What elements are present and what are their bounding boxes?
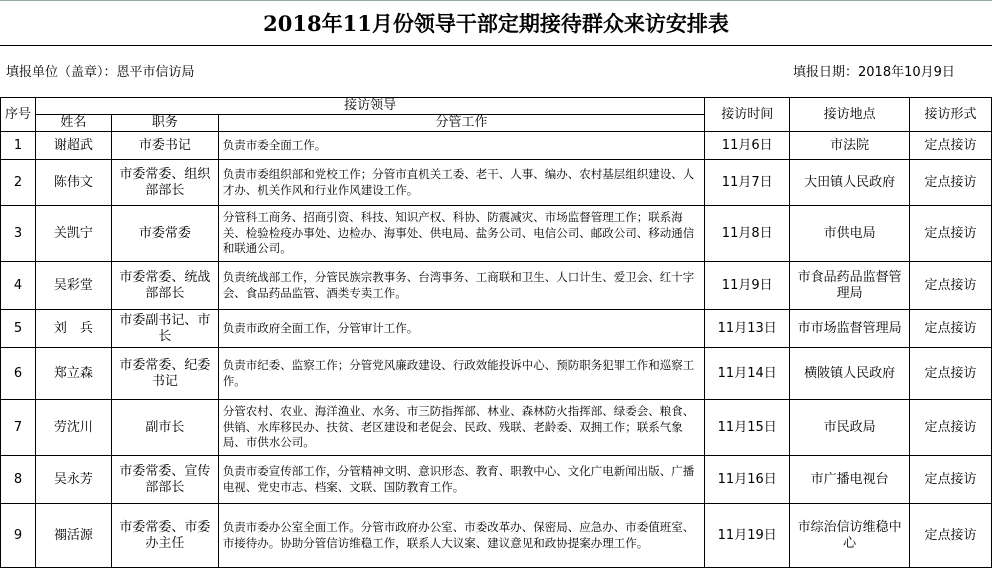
header-name: 姓名 xyxy=(35,115,111,132)
row-location: 横陂镇人民政府 xyxy=(790,348,910,400)
row-location: 市广播电视台 xyxy=(790,456,910,504)
row-seq: 6 xyxy=(1,348,36,400)
row-seq: 2 xyxy=(1,160,36,206)
row-time: 11月7日 xyxy=(705,160,790,206)
row-location: 大田镇人民政府 xyxy=(790,160,910,206)
row-name: 劳沈川 xyxy=(35,400,111,456)
table-row xyxy=(1,504,992,568)
row-position: 市委常委 xyxy=(111,206,218,262)
header-duties: 分管工作 xyxy=(218,115,704,132)
row-duties: 分管科工商务、招商引资、科技、知识产权、科协、防震减灾、市场监督管理工作；联系海关、检验检疫办事处、边检办、海事处、供电局、盐务公司、电信公司、邮政公司、移动通信和联通公司。 xyxy=(218,206,704,262)
row-seq: 9 xyxy=(1,504,36,568)
row-position: 市委常委、市委办主任 xyxy=(111,504,218,568)
row-position: 市委常委、组织部部长 xyxy=(111,160,218,206)
row-name: 吴永芳 xyxy=(35,456,111,504)
row-position: 市委常委、纪委书记 xyxy=(111,348,218,400)
row-seq: 1 xyxy=(1,132,36,160)
header-time: 接访时间 xyxy=(705,98,790,132)
row-position: 市委常委、宣传部部长 xyxy=(111,456,218,504)
row-name: 陈伟文 xyxy=(35,160,111,206)
row-position: 市委副书记、市长 xyxy=(111,310,218,348)
unit-value: 恩平市信访局 xyxy=(116,65,195,80)
row-duties: 负责市委办公室全面工作。分管市政府办公室、市委改革办、保密局、应急办、市委值班室、市接待办。协助分管信访维稳工作，联系人大议案、建议意见和政协提案办理工作。 xyxy=(218,504,704,568)
header-position: 职务 xyxy=(111,115,218,132)
row-duties: 负责市纪委、监察工作；分管党风廉政建设、行政效能投诉中心、预防职务犯罪工作和巡察工作。 xyxy=(218,348,704,400)
row-duties: 负责市委宣传部工作，分管精神文明、意识形态、教育、职教中心、文化广电新闻出版、广播电视、党史市志、档案、文联、国防教育工作。 xyxy=(218,456,704,504)
row-form: 定点接访 xyxy=(910,504,992,568)
row-location: 市食品药品监督管理局 xyxy=(790,262,910,310)
header-form: 接访形式 xyxy=(910,98,992,132)
row-form: 定点接访 xyxy=(910,310,992,348)
table-body xyxy=(1,132,992,568)
row-location: 市综治信访维稳中心 xyxy=(790,504,910,568)
row-form: 定点接访 xyxy=(910,348,992,400)
row-seq: 3 xyxy=(1,206,36,262)
reporting-unit xyxy=(6,61,195,80)
table-row xyxy=(1,262,992,310)
row-seq: 7 xyxy=(1,400,36,456)
row-time: 11月15日 xyxy=(705,400,790,456)
header-leader-group: 接访领导 xyxy=(35,98,704,115)
row-duties: 负责市委全面工作。 xyxy=(218,132,704,160)
table-row xyxy=(1,456,992,504)
row-position: 市委书记 xyxy=(111,132,218,160)
table-row xyxy=(1,160,992,206)
row-seq: 8 xyxy=(1,456,36,504)
row-position: 副市长 xyxy=(111,400,218,456)
schedule-table xyxy=(0,97,992,568)
row-duties: 负责市委组织部和党校工作；分管市直机关工委、老干、人事、编办、农村基层组织建设、人才办、机关作风和行业作风建设工作。 xyxy=(218,160,704,206)
row-name: 关凯宁 xyxy=(35,206,111,262)
row-time: 11月14日 xyxy=(705,348,790,400)
row-time: 11月16日 xyxy=(705,456,790,504)
row-form: 定点接访 xyxy=(910,456,992,504)
row-time: 11月6日 xyxy=(705,132,790,160)
row-form: 定点接访 xyxy=(910,262,992,310)
row-name: 郑立森 xyxy=(35,348,111,400)
row-form: 定点接访 xyxy=(910,132,992,160)
row-name: 吴彩堂 xyxy=(35,262,111,310)
row-form: 定点接访 xyxy=(910,160,992,206)
table-row xyxy=(1,400,992,456)
unit-label: 填报单位（盖章）： xyxy=(6,65,117,80)
row-time: 11月19日 xyxy=(705,504,790,568)
header-location: 接访地点 xyxy=(790,98,910,132)
date-label: 填报日期： xyxy=(793,65,859,80)
row-form: 定点接访 xyxy=(910,400,992,456)
report-date xyxy=(793,61,955,80)
row-time: 11月9日 xyxy=(705,262,790,310)
row-location: 市市场监督管理局 xyxy=(790,310,910,348)
row-name: 刘 兵 xyxy=(35,310,111,348)
page-title: 2018年11月份领导干部定期接待群众来访安排表 xyxy=(0,0,992,46)
row-duties: 负责市政府全面工作，分管审计工作。 xyxy=(218,310,704,348)
row-duties: 负责统战部工作，分管民族宗教事务、台湾事务、工商联和卫生、人口计生、爱卫会、红十字会、食品药品监管、酒类专卖工作。 xyxy=(218,262,704,310)
row-location: 市法院 xyxy=(790,132,910,160)
row-name: 谢超武 xyxy=(35,132,111,160)
row-name: 禤活源 xyxy=(35,504,111,568)
row-time: 11月13日 xyxy=(705,310,790,348)
date-value: 2018年10月9日 xyxy=(858,65,955,80)
row-location: 市民政局 xyxy=(790,400,910,456)
row-form: 定点接访 xyxy=(910,206,992,262)
row-time: 11月8日 xyxy=(705,206,790,262)
table-row xyxy=(1,310,992,348)
header-seq: 序号 xyxy=(1,98,36,132)
table-row xyxy=(1,348,992,400)
table-row xyxy=(1,206,992,262)
table-row xyxy=(1,132,992,160)
row-seq: 5 xyxy=(1,310,36,348)
row-duties: 分管农村、农业、海洋渔业、水务、市三防指挥部、林业、森林防火指挥部、绿委会、粮食、供销、水库移民办、扶贫、老区建设和老促会、民政、残联、老龄委、双拥工作；联系气象局、市供水公司。 xyxy=(218,400,704,456)
row-seq: 4 xyxy=(1,262,36,310)
row-position: 市委常委、统战部部长 xyxy=(111,262,218,310)
row-location: 市供电局 xyxy=(790,206,910,262)
meta-row xyxy=(0,45,992,97)
